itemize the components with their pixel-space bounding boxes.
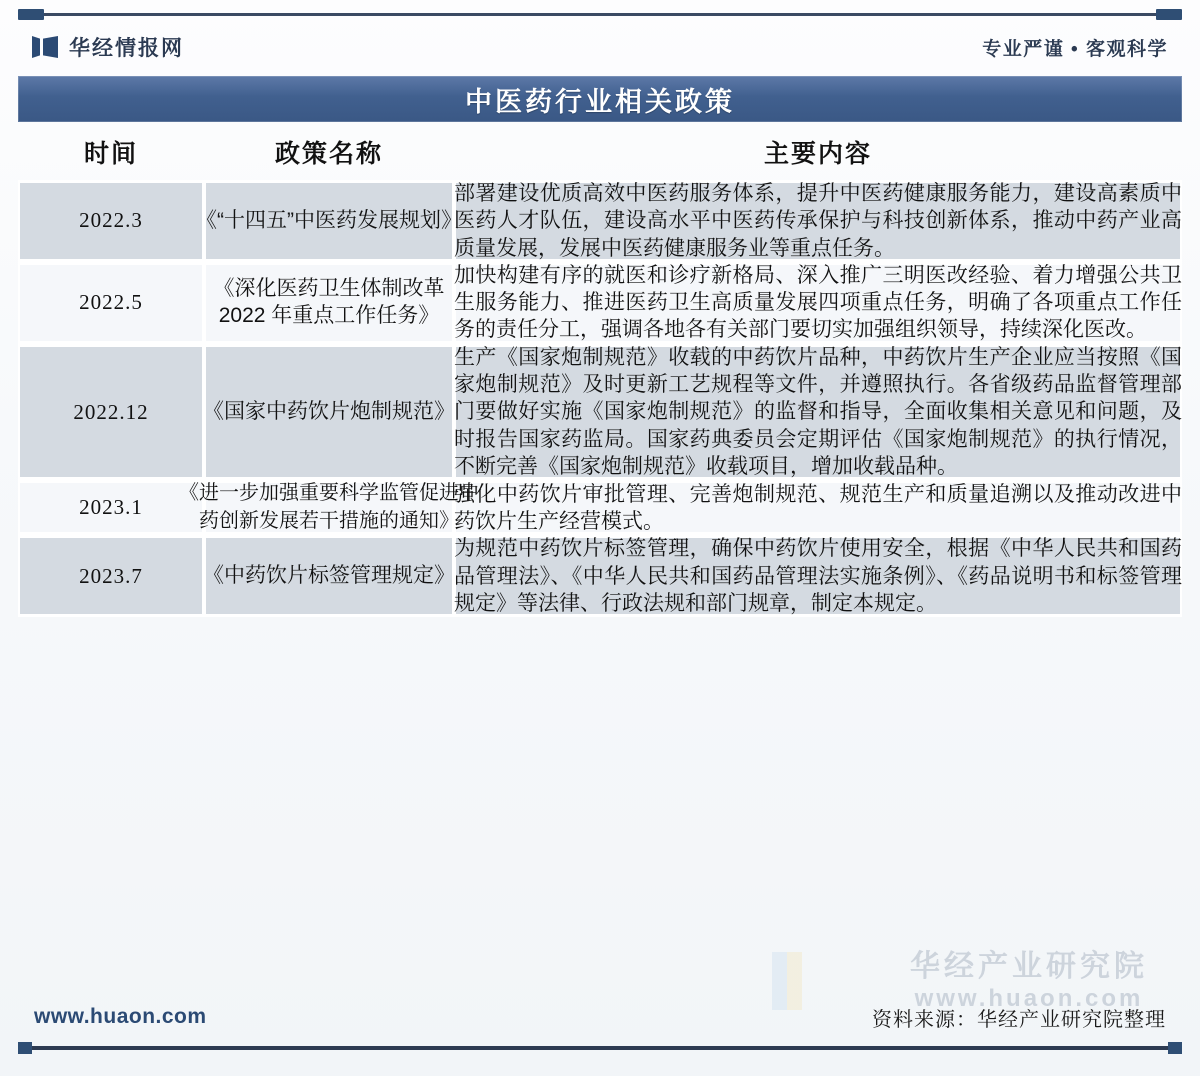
cell-policy-name — [196, 180, 462, 262]
column-header-time: 时间 — [83, 140, 138, 168]
content-text: 为规范中药饮片标签管理，确保中药饮片使用安全，根据《中华人民共和国药品管理法》、《中华人民共和国药品管理法实施条例》、《药品说明书和标签管理规定》等法律、行政法规和部门规章，制定本规定。 — [454, 537, 1182, 616]
page-footer — [18, 994, 1182, 1040]
brand — [32, 32, 184, 62]
top-divider — [18, 13, 1182, 16]
table-row — [18, 535, 1182, 617]
cell-time: 2022.5 — [18, 262, 204, 344]
column-header-content: 主要内容 — [763, 140, 872, 168]
watermark-url: www.huaon.com — [914, 985, 1144, 1012]
bottom-divider-left-cap — [18, 1042, 32, 1054]
cell-content — [454, 480, 1182, 535]
content-text: 生产《国家炮制规范》收载的中药饮片品种，中药饮片生产企业应当按照《国家炮制规范》及时更新工艺规程等文件，并遵照执行。各省级药品监督管理部门要做好实施《国家炮制规范》的监督和指导，全面收集相关意见和问题，及时报告国家药监局。国家药典委员会定期评估《国家炮制规范》的执行情况，不断完善《国家炮制规范》收载项目，增加收载品种。 — [454, 345, 1182, 478]
top-divider-right-cap — [1156, 9, 1182, 20]
bottom-divider-right-cap — [1168, 1042, 1182, 1054]
policy-name-text: 《中药饮片标签管理规定》 — [203, 563, 455, 587]
footer-site-url[interactable]: www.huaon.com — [34, 1005, 207, 1028]
cell-time: 2022.12 — [18, 344, 204, 480]
content-text: 强化中药饮片审批管理、完善炮制规范、规范生产和质量追溯以及推动改进中药饮片生产经营模式。 — [454, 482, 1182, 533]
cell-content — [454, 344, 1182, 480]
cell-content — [454, 180, 1182, 262]
cell-policy-name — [179, 480, 479, 535]
brand-header — [0, 24, 1200, 70]
table-header-row — [18, 124, 1182, 180]
content-text: 加快构建有序的就医和诊疗新格局、深入推广三明医改经验、着力增强公共卫生服务能力、推进医药卫生高质量发展四项重点任务，明确了各项重点工作任务的责任分工，强调各地各有关部门要切实加强组织领导，持续深化医改。 — [454, 263, 1182, 342]
table-row — [18, 262, 1182, 344]
cell-policy-name — [204, 262, 454, 344]
book-open-icon — [32, 36, 58, 58]
cell-time: 2023.1 — [18, 480, 204, 535]
column-header-name: 政策名称 — [274, 140, 383, 168]
cell-time: 2023.7 — [18, 535, 204, 617]
brand-name: 华经情报网 — [69, 37, 184, 60]
top-divider-left-cap — [18, 9, 44, 20]
policy-name-text: 《“十四五”中医药发展规划》 — [196, 208, 462, 232]
cell-policy-name — [204, 344, 454, 480]
policy-name-text: 《深化医药卫生体制改革 2022 年重点工作任务》 — [213, 276, 445, 327]
policy-table — [18, 124, 1182, 617]
table-row — [18, 180, 1182, 262]
bottom-divider — [18, 1046, 1182, 1050]
cell-content — [454, 262, 1182, 344]
cell-policy-name — [204, 535, 454, 617]
cell-content — [454, 535, 1182, 617]
page-title-band — [18, 76, 1182, 122]
page-title: 中医药行业相关政策 — [465, 86, 735, 117]
footer-source: 资料来源：华经产业研究院整理 — [872, 1008, 1166, 1031]
content-text: 部署建设优质高效中医药服务体系，提升中医药健康服务能力，建设高素质中医药人才队伍，建设高水平中医药传承保护与科技创新体系，推动中药产业高质量发展，发展中医药健康服务业等重点任务。 — [454, 182, 1182, 260]
table-row — [18, 480, 1182, 535]
watermark-company: 华经产业研究院 — [910, 950, 1148, 983]
policy-name-text: 《国家中药饮片炮制规范》 — [203, 399, 455, 423]
policy-name-text: 《进一步加强重要科学监管促进中药创新发展若干措施的通知》 — [179, 482, 479, 532]
table-row — [18, 344, 1182, 480]
cell-time: 2022.3 — [18, 180, 204, 262]
brand-slogan: 专业严谨 • 客观科学 — [982, 38, 1168, 60]
